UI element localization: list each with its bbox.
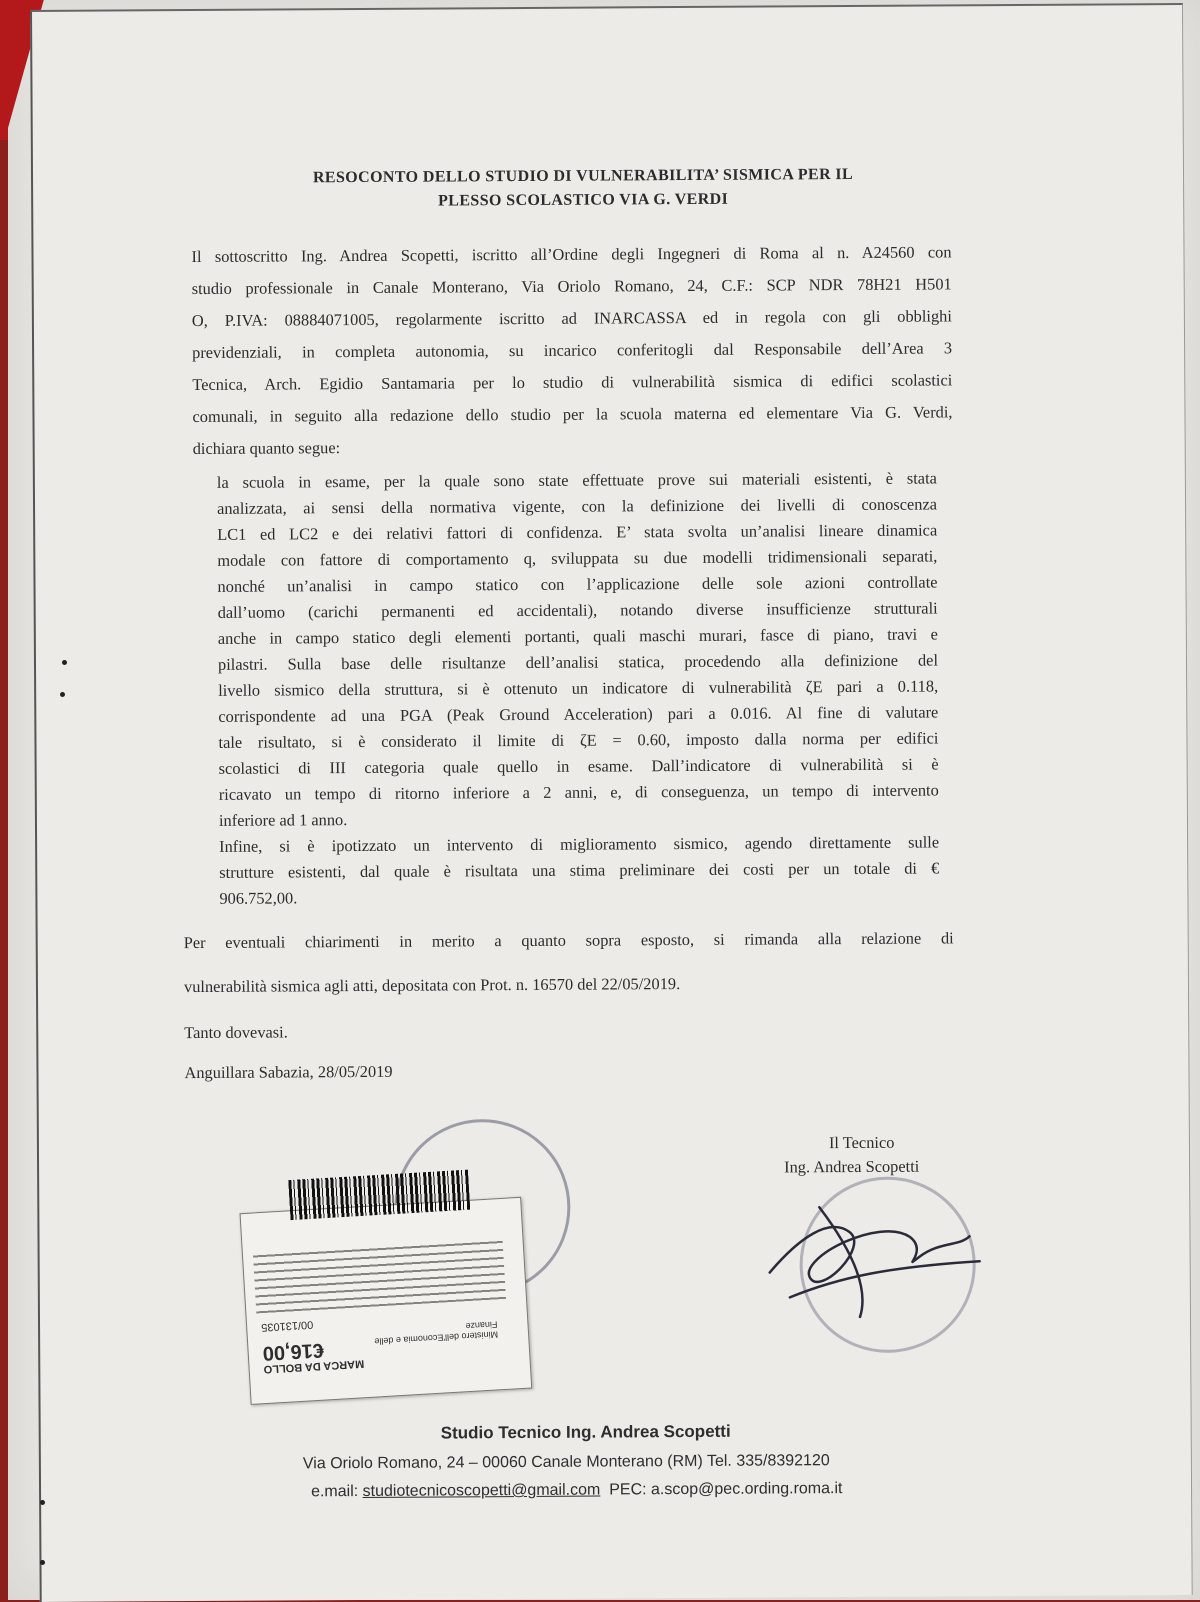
- body-line: pilastri. Sulla base delle risultanze dell’analisi statica, procedendo alla definizione del: [217, 650, 939, 674]
- closing-line-1: Per eventuali chiarimenti in merito a quanto sopra esposto, si rimanda alla relazione di: [183, 928, 954, 953]
- document-page: [30, 3, 1193, 1602]
- body-line: corrispondente ad una PGA (Peak Ground Acceleration) pari a 0.016. Al fine di valutare: [218, 702, 939, 726]
- intro-line: previdenziali, in completa autonomia, su incarico conferitogli dal Responsabile dell’Area 3: [192, 338, 953, 363]
- body-line: anche in campo statico degli elementi portanti, quali maschi murari, fasce di piano, travi e: [217, 624, 938, 648]
- revenue-stamp: [240, 1197, 533, 1405]
- body-line: ricavato un tempo di ritorno inferiore a 2 anni, e, di conseguenza, un tempo di intervento: [218, 780, 939, 804]
- margin-mark: [60, 692, 65, 697]
- revenue-stamp-code: 00/131035: [260, 1318, 314, 1334]
- pec-address[interactable]: a.scop@pec.ording.roma.it: [650, 1480, 843, 1499]
- margin-mark: [40, 1560, 45, 1565]
- footer-address: Via Oriolo Romano, 24 – 00060 Canale Monterano (RM) Tel. 335/8392120: [302, 1452, 830, 1473]
- intro-line: comunali, in seguito alla redazione dello studio per la scuola materna ed elementare Via G. Verdi,: [192, 402, 953, 427]
- closing-line-2: vulnerabilità sismica agli atti, depositata con Prot. n. 16570 del 22/05/2019.: [183, 974, 681, 997]
- document-title-line-1: RESOCONTO DELLO STUDIO DI VULNERABILITA’ SISMICA PER IL: [312, 165, 854, 187]
- body-line: la scuola in esame, per la quale sono state effettuate prove sui materiali esistenti, è stata: [216, 468, 937, 492]
- closing-formula: Tanto dovevasi.: [184, 1022, 288, 1043]
- signature-role: Il Tecnico: [828, 1132, 895, 1153]
- body-line: scolastici di III categoria quale quello in esame. Dall’indicatore di vulnerabilità si è: [218, 754, 939, 778]
- email-link[interactable]: studiotecnicoscopetti@gmail.com: [362, 1481, 601, 1500]
- body-line: tale risultato, si è considerato il limite di ζE = 0.60, imposto dalla norma per edifici: [218, 728, 939, 752]
- body-line: modale con fattore di comportamento q, sviluppata su due modelli tridimensionali separati,: [217, 546, 938, 570]
- body-line: livello sismico della struttura, si è ottenuto un indicatore di vulnerabilità ζE pari a 0.118,: [218, 676, 939, 700]
- body-line: LC1 ed LC2 e dei relativi fattori di confidenza. E’ stata svolta un’analisi lineare dinamica: [217, 520, 938, 544]
- body-line: analizzata, ai sensi della normativa vigente, con la definizione dei livelli di conoscenza: [216, 494, 938, 518]
- revenue-stamp-amount: €16,00: [262, 1338, 325, 1365]
- margin-mark: [40, 1500, 45, 1505]
- signature-name: Ing. Andrea Scopetti: [784, 1156, 920, 1177]
- footer-studio-name: Studio Tecnico Ing. Andrea Scopetti: [440, 1421, 731, 1443]
- intro-line: studio professionale in Canale Monterano, Via Oriolo Romano, 24, C.F.: SCP NDR 78H21 H501: [191, 274, 952, 299]
- revenue-stamp-print-icon: [253, 1239, 506, 1314]
- body-line: inferiore ad 1 anno.: [218, 810, 348, 830]
- body-line: strutture esistenti, dal quale è risultata una stima preliminare dei costi per un totale di €: [219, 858, 940, 882]
- intro-line: Il sottoscritto Ing. Andrea Scopetti, iscritto all’Ordine degli Ingegneri di Roma al n. A24560 con: [191, 242, 952, 267]
- body-line: dall’uomo (carichi permanenti ed accidentali), notando diverse insufficienze strutturali: [217, 598, 938, 622]
- revenue-stamp-ministry: Ministero dell'Economia e delle Finanze: [374, 1319, 499, 1347]
- place-and-date: Anguillara Sabazia, 28/05/2019: [184, 1061, 393, 1083]
- intro-line: Tecnica, Arch. Egidio Santamaria per lo studio di vulnerabilità sismica di edifici scolastici: [192, 370, 953, 395]
- body-line: Infine, si è ipotizzato un intervento di miglioramento sismico, agendo direttamente sulle: [219, 832, 940, 856]
- revenue-stamp-brand: MARCA DA BOLLO: [263, 1357, 365, 1376]
- footer-contacts: [311, 1479, 843, 1502]
- pec-label: PEC:: [609, 1481, 647, 1499]
- body-line: 906.752,00.: [219, 888, 298, 908]
- intro-line: dichiara quanto segue:: [192, 438, 341, 459]
- body-line: nonché un’analisi in campo statico con l’applicazione delle sole azioni controllate: [217, 572, 938, 596]
- margin-mark: [62, 660, 67, 665]
- email-label: e.mail:: [311, 1483, 359, 1501]
- intro-line: O, P.IVA: 08884071005, regolarmente iscritto ad INARCASSA ed in regola con gli obblighi: [191, 306, 952, 331]
- document-title-line-2: PLESSO SCOLASTICO VIA G. VERDI: [438, 190, 729, 210]
- handwritten-signature-icon: [759, 1176, 990, 1327]
